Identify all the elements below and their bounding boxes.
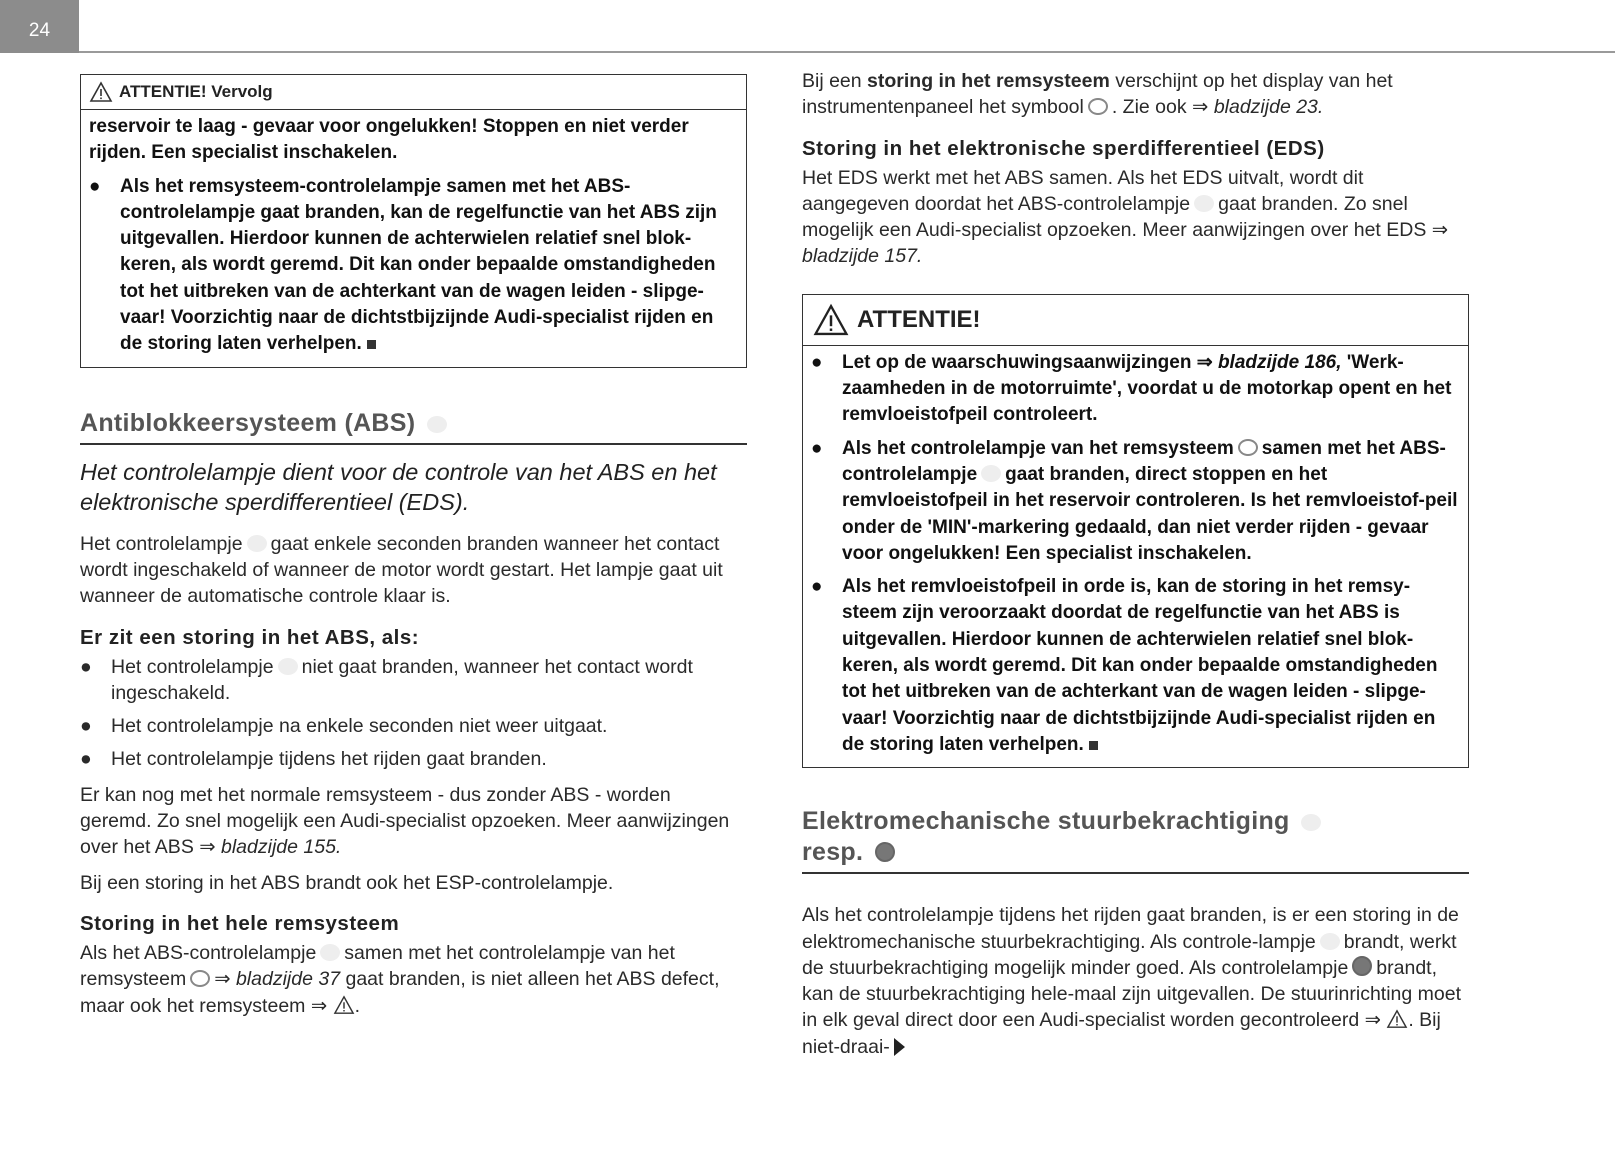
normal-brake-paragraph	[80, 782, 747, 861]
text: niet gaat branden, wanneer het contact wordt ingeschakeld.	[111, 655, 693, 704]
abs-lamp-icon	[247, 535, 267, 552]
warning-header	[81, 75, 746, 110]
text: 'Werk-zaamheden in de motorruimte', voordat u de motorkap opent en het remvloeistofpeil controleert.	[842, 351, 1452, 426]
fault-heading: Er zit een storing in het ABS, als:	[80, 625, 420, 649]
text: Als het controlelampje van het remsysteem	[842, 437, 1234, 459]
text: Het controlelampje na enkele seconden niet weer uitgaat.	[111, 715, 608, 738]
text: Als het remvloeistofpeil in orde is, kan de storing in het remsy-steem zijn veroorzaakt doordat de regelfunctie van het ABS is uitgevallen. Hierdoor kunnen de achterwielen relatief snel blok-keren, als wordt geremd. Dit kan onder bepaalde omstandigheden tot het uitbreken van de achterkant van de wagen leiden - slipge-vaar! Voorzichtig naar de dichtstbijzijnde Audi-specialist rijden en de storing laten verhelpen.	[842, 576, 1438, 755]
brake-lamp-icon	[1088, 98, 1108, 115]
text: brandt, werkt de stuurbekrachtiging mogelijk minder goed. Als controlelampje	[802, 930, 1457, 979]
text: Er kan nog met het normale remsysteem - dus zonder ABS - worden geremd. Zo snel mogelijk een Audi-specialist opzoeken. Meer aanwijzingen over het ABS ⇒	[80, 783, 730, 859]
left-column	[80, 74, 747, 1019]
text: ⇒	[214, 968, 231, 991]
abs-lamp-icon	[427, 416, 447, 433]
text: gaat enkele seconden branden wanneer het contact wordt ingeschakeld of wanneer de motor wordt gestart. Het lampje gaat uit wanneer de automatische controle klaar is.	[80, 532, 723, 608]
warning-title: ATTENTIE! Vervolg	[119, 82, 273, 101]
text-bold: storing in het remsysteem	[867, 70, 1110, 92]
page-reference-link[interactable]: bladzijde 23.	[1213, 96, 1324, 119]
warning-paragraph: reservoir te laag - gevaar voor ongelukken! Stoppen en niet verder rijden. Een specialist inschakelen.	[89, 116, 689, 164]
text: samen met het ABS-controlelampje	[842, 437, 1446, 485]
page-reference-link[interactable]: bladzijde 157.	[802, 245, 923, 268]
warning-bullet: ● Let op de waarschuwingsaanwijzingen ⇒ bladzijde 186, 'Werk-zaamheden in de motorruimte', voordat u de motorkap opent en het remvloeistofpeil controleert.	[811, 351, 1452, 426]
abs-lead: Het controlelampje dient voor de controle van het ABS en het elektronische sperdifferentieel (EDS).	[80, 458, 717, 515]
page-reference-link[interactable]: bladzijde 37	[235, 968, 341, 991]
abs-lamp-icon	[1194, 195, 1214, 212]
steering-lamp-red-icon	[875, 842, 895, 862]
text: Als het ABS-controlelampje	[80, 941, 317, 964]
whole-brake-heading: Storing in het hele remsysteem	[80, 911, 400, 935]
heading-text: Elektromechanische stuurbekrachtiging	[802, 807, 1290, 836]
text: verschijnt op het display van het instrumentenpaneel het symbool	[802, 70, 1393, 119]
fault-bullet: ● Het controlelampje tijdens het rijden gaat branden.	[80, 748, 547, 771]
section-heading-steering	[802, 806, 1469, 874]
text: Het controlelampje tijdens het rijden gaat branden.	[111, 748, 547, 771]
abs-lamp-icon	[981, 465, 1001, 482]
abs-lamp-icon	[320, 944, 340, 961]
warning-box	[802, 294, 1469, 768]
page-number: 24	[0, 0, 79, 53]
warning-triangle-icon[interactable]	[1386, 1009, 1408, 1029]
warning-bullet: ● Als het remsysteem-controlelampje samen met het ABS-controlelampje gaat branden, kan de regelfunctie van het ABS zijn uitgevallen. Hierdoor kunnen de achterwielen relatief snel blok-keren, als wordt geremd. Dit kan onder bepaalde omstandigheden tot het uitbreken van de achterkant van de wagen leiden - slipge-vaar! Voorzichtig naar de dichtstbijzijnde Audi-specialist rijden en de storing laten verhelpen.	[89, 175, 717, 355]
text: brandt, kan de stuurbekrachtiging hele-maal zijn uitgevallen. De stuurinrichting moet in elk geval direct door een Audi-specialist worden gecontroleerd ⇒	[802, 956, 1462, 1032]
steering-paragraph	[802, 902, 1469, 1060]
warning-header	[803, 295, 1468, 346]
text: Het controlelampje	[111, 655, 274, 678]
section-heading-abs	[80, 408, 747, 445]
warning-bullet: ● Als het remvloeistofpeil in orde is, kan de storing in het remsy-steem zijn veroorzaakt doordat de regelfunctie van het ABS is uitgevallen. Hierdoor kunnen de achterwielen relatief snel blok-keren, als wordt geremd. Dit kan onder bepaalde omstandigheden tot het uitbreken van de achterkant van de wagen leiden - slipge-vaar! Voorzichtig naar de dichtstbijzijnde Audi-specialist rijden en de storing laten verhelpen.	[811, 576, 1438, 755]
warning-triangle-icon	[811, 303, 851, 337]
eds-paragraph	[802, 165, 1469, 270]
text: gaat branden, direct stoppen en het remvloeistofpeil in het reservoir controleren. Is het remvloeistof-peil onder de 'MIN'-markering gedaald, dan niet verder rijden - gevaar voor ongelukken! Een specialist inschakelen.	[842, 463, 1458, 564]
header-rule	[79, 51, 1615, 53]
text: Let op de waarschuwingsaanwijzingen ⇒	[842, 351, 1213, 373]
steering-lamp-yellow-icon	[1320, 933, 1340, 950]
text: samen met het controlelampje van het remsysteem	[80, 941, 675, 991]
page-reference-link[interactable]: bladzijde 155.	[221, 836, 342, 859]
text: .	[354, 994, 361, 1017]
warning-triangle-icon[interactable]	[333, 995, 355, 1015]
page-reference-link[interactable]: bladzijde 186,	[1217, 351, 1342, 373]
text: gaat branden, is niet alleen het ABS defect, maar ook het remsysteem ⇒	[80, 968, 720, 1017]
heading-text: resp.	[802, 838, 864, 867]
steering-lamp-yellow-icon	[1301, 814, 1321, 831]
abs-paragraph	[80, 531, 747, 610]
warning-box-continued	[80, 74, 747, 368]
esp-paragraph: Bij een storing in het ABS brandt ook het ESP-controlelampje.	[80, 871, 614, 894]
text: Het EDS werkt met het ABS samen. Als het EDS uitvalt, wordt dit aangegeven doordat het ABS-controlelampje	[802, 166, 1364, 215]
text: Het controlelampje	[80, 532, 243, 555]
fault-bullet: ● Het controlelampje na enkele seconden niet weer uitgaat.	[80, 715, 608, 738]
steering-lamp-red-icon	[1352, 956, 1372, 976]
brake-lamp-icon	[1238, 439, 1258, 456]
warning-title: ATTENTIE!	[857, 305, 981, 333]
brake-lamp-icon	[190, 970, 210, 987]
text: gaat branden. Zo snel mogelijk een Audi-specialist opzoeken. Meer aanwijzingen over het EDS ⇒	[802, 192, 1449, 242]
continue-arrow-icon	[894, 1038, 905, 1056]
text: . Zie ook ⇒	[1111, 96, 1209, 119]
end-marker-icon	[1089, 741, 1098, 750]
end-marker-icon	[367, 340, 376, 349]
heading-text: Antiblokkeersysteem (ABS)	[80, 408, 416, 437]
text: Als het controlelampje tijdens het rijden gaat branden, is er een storing in de elektromechanische stuurbekrachtiging. Als controle-lampje	[802, 904, 1459, 953]
right-column	[802, 68, 1469, 1060]
warning-triangle-icon	[89, 81, 113, 103]
brake-display-paragraph	[802, 68, 1469, 121]
warning-bullet: ● Als het controlelampje van het remsysteem samen met het ABS-controlelampje gaat branden, direct stoppen en het remvloeistofpeil in het reservoir controleren. Is het remvloeistof-peil onder de 'MIN'-markering gedaald, dan niet verder rijden - gevaar voor ongelukken! Een specialist inschakelen.	[811, 437, 1458, 564]
warning-body	[803, 346, 1468, 767]
abs-lamp-icon	[278, 658, 298, 675]
text: . Bij niet-draai-	[802, 1009, 1441, 1058]
warning-body	[81, 110, 746, 367]
text: Bij een	[802, 70, 862, 92]
whole-brake-paragraph	[80, 940, 747, 1019]
warning-bullet-text: Als het remsysteem-controlelampje samen met het ABS-controlelampje gaat branden, kan de regelfunctie van het ABS zijn uitgevallen. Hierdoor kunnen de achterwielen relatief snel blok-keren, als wordt geremd. Dit kan onder bepaalde omstandigheden tot het uitbreken van de achterkant van de wagen leiden - slipge-vaar! Voorzichtig naar de dichtstbijzijnde Audi-specialist rijden en de storing laten verhelpen.	[120, 175, 717, 355]
fault-bullet: ● Het controlelampje niet gaat branden, wanneer het contact wordt ingeschakeld.	[80, 655, 693, 704]
eds-heading: Storing in het elektronische sperdifferentieel (EDS)	[802, 136, 1325, 160]
